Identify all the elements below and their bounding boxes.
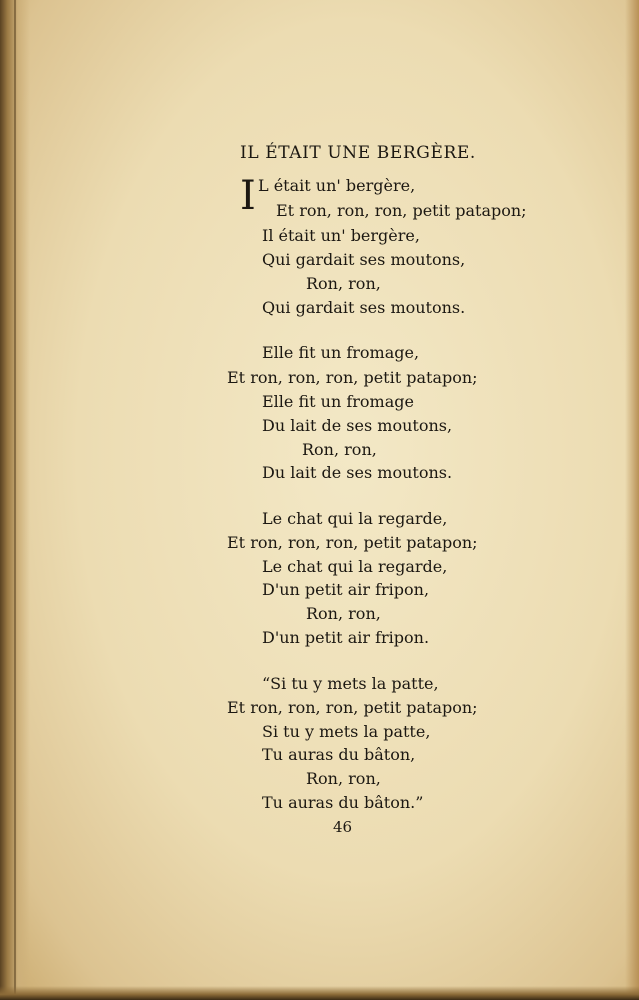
verse-line: Ron, ron, [302,440,377,459]
verse-line: “Si tu y mets la patte, [262,674,439,693]
page-edge-right [625,0,639,1000]
verse-line: Tu auras du bâton, [262,745,416,764]
verse-line: Qui gardait ses moutons, [262,250,466,269]
page-edge-bottom [0,986,639,1000]
verse-line: Tu auras du bâton.” [262,793,424,812]
verse-line: D'un petit air fripon. [262,628,430,647]
verse-line: L était un' bergère, [258,176,416,195]
verse-line: Il était un' bergère, [262,226,420,245]
verse-line: Du lait de ses moutons, [262,416,453,435]
verse-line: Du lait de ses moutons. [262,463,453,482]
verse-line: Et ron, ron, ron, petit patapon; [276,201,527,220]
verse-line: Elle fit un fromage [262,392,414,411]
verse-line: Et ron, ron, ron, petit patapon; [227,533,478,552]
poem-title: IL ÉTAIT UNE BERGÈRE. [240,143,476,163]
verse-line: Le chat qui la regarde, [262,509,448,528]
page-number: 46 [333,818,353,836]
verse-line: Si tu y mets la patte, [262,722,431,741]
verse-line: Et ron, ron, ron, petit patapon; [227,368,478,387]
verse-line: D'un petit air fripon, [262,580,430,599]
binding-line [14,0,16,1000]
verse-line: Le chat qui la regarde, [262,557,448,576]
verse-line: Ron, ron, [306,274,381,293]
drop-cap: I [240,173,256,219]
verse-line: Ron, ron, [306,604,381,623]
verse-line: Et ron, ron, ron, petit patapon; [227,698,478,717]
verse-line: Elle fit un fromage, [262,343,420,362]
verse-line: Ron, ron, [306,769,381,788]
verse-line: Qui gardait ses moutons. [262,298,466,317]
